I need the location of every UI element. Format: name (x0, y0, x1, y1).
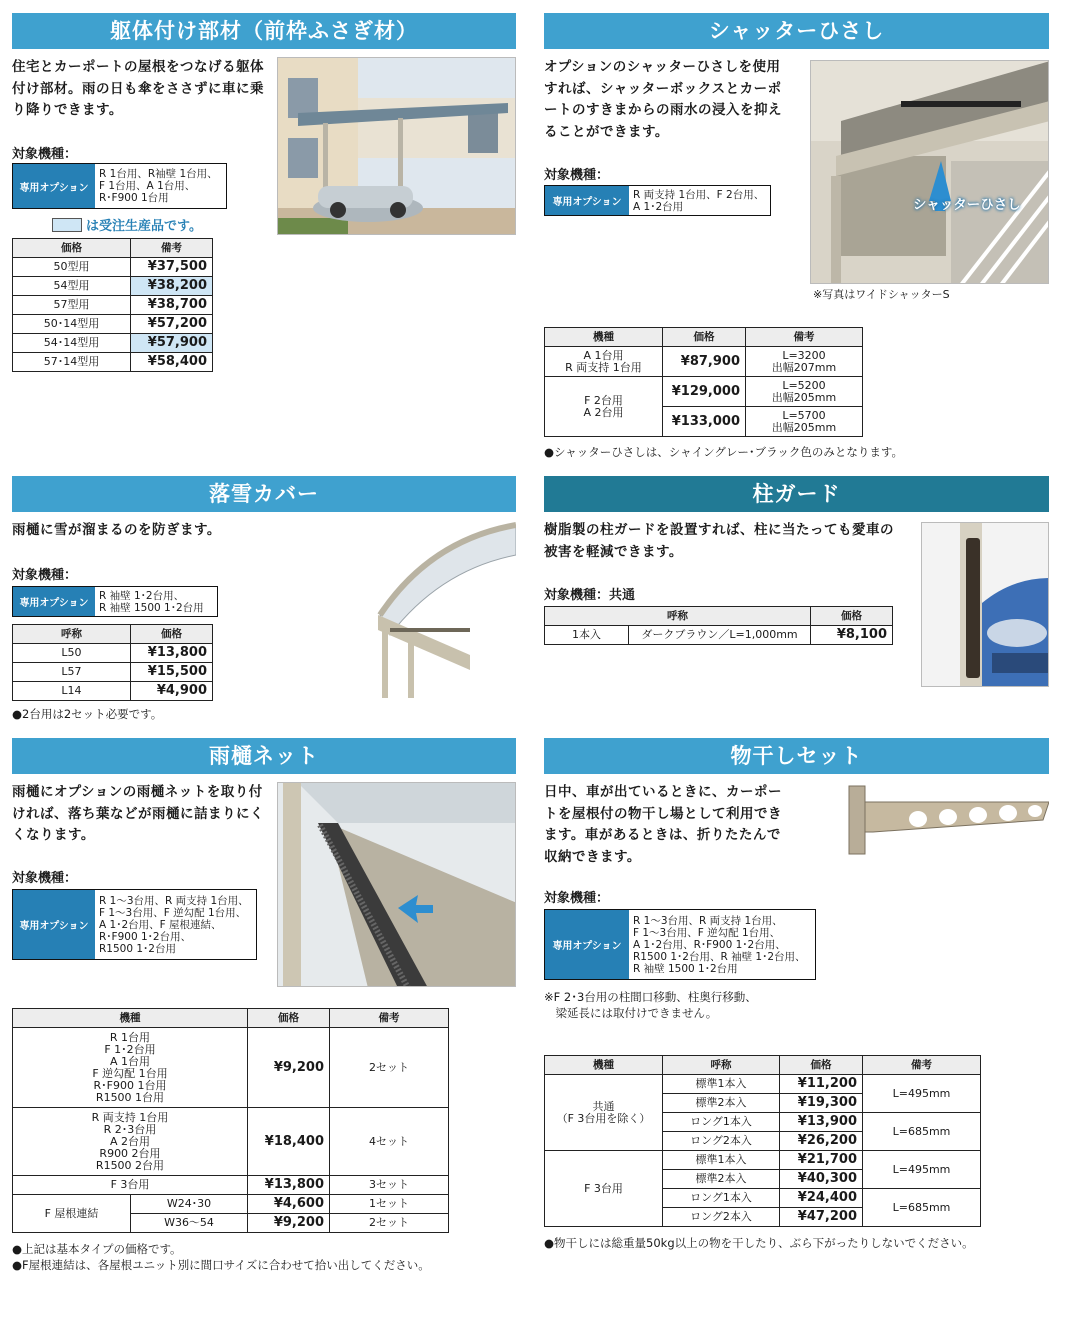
shutter-price-table (544, 327, 863, 437)
col-header: 呼称 (545, 607, 811, 626)
price-cell: ¥57,900 (131, 334, 213, 353)
col-header: 備考 (330, 1009, 449, 1028)
sub-cell: W36〜54 (131, 1214, 248, 1233)
price-cell: ¥133,000 (663, 407, 746, 437)
made-to-order-note (52, 215, 202, 234)
price-cell: ¥87,900 (663, 347, 746, 377)
gutter-net-models-label: 対象機種： (12, 871, 78, 886)
gutter-net-option-box (12, 889, 257, 960)
table-row (545, 377, 863, 407)
option-models: R 両支持 1台用、F 2台用、 A 1･2台用 (633, 188, 765, 213)
name-cell: ロング2本入 (663, 1132, 780, 1151)
price-cell: ¥13,900 (780, 1113, 863, 1132)
table-row (545, 347, 863, 377)
shutter-footnote: ●シャッターひさしは、シャイングレー･ブラック色のみとなります。 (544, 445, 903, 459)
clothes-drying-price-table (544, 1055, 981, 1227)
snow-cover-price-table (12, 624, 213, 701)
col-header: 価格 (131, 625, 213, 644)
clothes-drying-description: 日中、車が出ているときに、カーポートを屋根付の物干し場として利用できます。車があるときは、折りたたんで収納できます。 (544, 784, 782, 865)
option-models: R 1〜3台用、R 両支持 1台用、 F 1〜3台用、F 逆勾配 1台用、 A 1･2台用、F 屋根連結、 R･F900 1･2台用、 R1500 1･2台用 (99, 894, 249, 955)
section-title-pillar-guard: 柱ガード (544, 476, 1049, 512)
carport-photo (277, 57, 516, 235)
price-cell: ¥18,400 (248, 1108, 330, 1176)
model-cell: F 3台用 (545, 1151, 663, 1227)
col-header: 備考 (746, 328, 863, 347)
table-row (545, 1075, 981, 1094)
gutter-net-description: 雨樋にオプションの雨樋ネットを取り付ければ、落ち葉などが雨樋に詰まりにくくなります。 (12, 784, 264, 843)
note-cell: L=5700 出幅205mm (746, 407, 863, 437)
col-header: 価格 (663, 328, 746, 347)
option-tag: 専用オプション (13, 587, 95, 616)
snow-cover-footnote: ●2台用は2セット必要です。 (12, 707, 163, 721)
section-title-gutter-net: 雨樋ネット (12, 738, 516, 774)
price-cell: ¥38,200 (131, 277, 213, 296)
note-cell: L=495mm (863, 1075, 981, 1113)
name-cell: ロング1本入 (663, 1189, 780, 1208)
option-models: R 袖壁 1･2台用、 R 袖壁 1500 1･2台用 (99, 589, 204, 614)
price-cell: ¥58,400 (131, 353, 213, 372)
model-cell: R 1台用 F 1･2台用 A 1台用 F 逆勾配 1台用 R･F900 1台用 R1500 1台用 (13, 1028, 248, 1108)
gutter-net-footnote: ●上記は基本タイプの価格です。 ●F屋根連結は、各屋根ユニット別に間口サイズに合わせて拾い出してください。 (12, 1242, 430, 1272)
option-tag: 専用オプション (13, 890, 95, 959)
col-header: 機種 (545, 328, 663, 347)
table-row (13, 644, 213, 663)
price-cell: ¥9,200 (248, 1028, 330, 1108)
made-to-order-text: は受注生産品です。 (86, 219, 202, 234)
shutter-photo-caption: ※写真はワイドシャッターS (813, 288, 950, 301)
price-cell: ¥38,700 (131, 296, 213, 315)
note-cell: 1セット (330, 1195, 449, 1214)
price-cell: ¥8,100 (811, 626, 893, 645)
price-cell: ¥4,600 (248, 1195, 330, 1214)
kutai-price-table (12, 238, 213, 372)
type-cell: 54型用 (13, 277, 131, 296)
kutai-description: 住宅とカーポートの屋根をつなげる躯体付け部材。雨の日も傘をささずに車に乗り降りできます。 (12, 59, 264, 118)
clothes-drying-footnote: ●物干しには総重量50kg以上の物を干したり、ぶら下がったりしないでください。 (544, 1236, 974, 1250)
clothes-drying-option-box (544, 909, 816, 980)
shutter-photo-label: シャッターひさし (913, 197, 1021, 213)
name-cell: L57 (13, 663, 131, 682)
highlight-swatch (52, 218, 82, 232)
price-cell: ¥129,000 (663, 377, 746, 407)
table-row (545, 1151, 981, 1170)
option-tag: 専用オプション (545, 910, 629, 979)
col-header: 機種 (13, 1009, 248, 1028)
pillar-guard-models-label: 対象機種：共通 (544, 588, 636, 603)
table-row (13, 1195, 449, 1214)
table-row (13, 682, 213, 701)
qty-cell: 1本入 (545, 626, 629, 645)
table-row (13, 663, 213, 682)
snow-cover-option-box (12, 586, 218, 617)
shutter-photo (810, 60, 1049, 284)
option-models: R 1〜3台用、R 両支持 1台用、 F 1〜3台用、F 逆勾配 1台用、 A 1･2台用、R･F900 1･2台用、 R1500 1･2台用、R 袖壁 1･2台用、 R 袖壁 1500 1･2台用 (633, 914, 806, 975)
price-cell: ¥11,200 (780, 1075, 863, 1094)
pillar-guard-photo (921, 522, 1049, 687)
col-header: 備考 (131, 239, 213, 258)
col-header: 価格 (248, 1009, 330, 1028)
note-cell: 4セット (330, 1108, 449, 1176)
section-title-kutai: 躯体付け部材（前枠ふさぎ材） (12, 13, 516, 49)
option-tag: 専用オプション (545, 186, 629, 215)
shutter-option-box (544, 185, 771, 216)
name-cell: 標準2本入 (663, 1170, 780, 1189)
gutter-net-price-table (12, 1008, 449, 1233)
price-cell: ¥24,400 (780, 1189, 863, 1208)
model-cell: F 3台用 (13, 1176, 248, 1195)
table-row (13, 258, 213, 277)
col-header: 備考 (863, 1056, 981, 1075)
table-row (13, 353, 213, 372)
note-cell: 3セット (330, 1176, 449, 1195)
kutai-models-label: 対象機種： (12, 147, 78, 162)
sub-cell: W24･30 (131, 1195, 248, 1214)
price-cell: ¥57,200 (131, 315, 213, 334)
name-cell: 標準1本入 (663, 1075, 780, 1094)
type-cell: 57型用 (13, 296, 131, 315)
price-cell: ¥13,800 (131, 644, 213, 663)
price-cell: ¥47,200 (780, 1208, 863, 1227)
shutter-models-label: 対象機種： (544, 168, 610, 183)
table-row (545, 626, 893, 645)
note-cell: 2セット (330, 1028, 449, 1108)
table-row (13, 296, 213, 315)
col-header: 価格 (780, 1056, 863, 1075)
model-cell: F 2台用 A 2台用 (545, 377, 663, 437)
table-row (13, 277, 213, 296)
col-header: 価格 (13, 239, 131, 258)
table-row (13, 1176, 449, 1195)
note-cell: 2セット (330, 1214, 449, 1233)
name-cell: L14 (13, 682, 131, 701)
option-tag: 専用オプション (13, 164, 95, 208)
name-cell: 標準1本入 (663, 1151, 780, 1170)
col-header: 機種 (545, 1056, 663, 1075)
price-cell: ¥19,300 (780, 1094, 863, 1113)
section-title-snow-cover: 落雪カバー (12, 476, 516, 512)
pillar-guard-description: 樹脂製の柱ガードを設置すれば、柱に当たっても愛車の被害を軽減できます。 (544, 522, 894, 560)
name-cell: 標準2本入 (663, 1094, 780, 1113)
table-row (13, 334, 213, 353)
name-cell: ダークブラウン／L=1,000mm (629, 626, 811, 645)
col-header: 呼称 (13, 625, 131, 644)
table-row (13, 1028, 449, 1108)
section-title-clothes-drying: 物干しセット (544, 738, 1049, 774)
shutter-description: オプションのシャッターひさしを使用すれば、シャッターボックスとカーポートのすきまからの雨水の浸入を抑えることができます。 (544, 59, 782, 140)
kutai-option-box (12, 163, 227, 209)
note-cell: L=5200 出幅205mm (746, 377, 863, 407)
table-row (13, 315, 213, 334)
name-cell: ロング2本入 (663, 1208, 780, 1227)
price-cell: ¥15,500 (131, 663, 213, 682)
type-cell: 54･14型用 (13, 334, 131, 353)
type-cell: 50型用 (13, 258, 131, 277)
price-cell: ¥26,200 (780, 1132, 863, 1151)
snow-cover-photo (370, 520, 516, 698)
note-cell: L=685mm (863, 1113, 981, 1151)
pillar-guard-price-table (544, 606, 893, 645)
clothes-drying-note: ※F 2･3台用の柱間口移動、柱奥行移動、 梁延長には取付けできません。 (544, 990, 757, 1020)
model-cell: A 1台用 R 両支持 1台用 (545, 347, 663, 377)
price-cell: ¥21,700 (780, 1151, 863, 1170)
model-cell: F 屋根連結 (13, 1195, 131, 1233)
clothes-drying-models-label: 対象機種： (544, 891, 610, 906)
note-cell: L=3200 出幅207mm (746, 347, 863, 377)
model-cell: R 両支持 1台用 R 2･3台用 A 2台用 R900 2台用 R1500 2台用 (13, 1108, 248, 1176)
section-title-shutter: シャッターひさし (544, 13, 1049, 49)
option-models: R 1台用、R袖壁 1台用、 F 1台用、A 1台用、 R･F900 1台用 (99, 168, 218, 204)
note-cell: L=495mm (863, 1151, 981, 1189)
price-cell: ¥13,800 (248, 1176, 330, 1195)
snow-cover-description: 雨樋に雪が溜まるのを防ぎます。 (12, 522, 221, 538)
name-cell: L50 (13, 644, 131, 663)
note-cell: L=685mm (863, 1189, 981, 1227)
clothes-drying-photo (843, 782, 1049, 858)
type-cell: 50･14型用 (13, 315, 131, 334)
price-cell: ¥40,300 (780, 1170, 863, 1189)
model-cell: 共通 （F 3台用を除く） (545, 1075, 663, 1151)
price-cell: ¥4,900 (131, 682, 213, 701)
gutter-net-photo (277, 782, 516, 987)
col-header: 価格 (811, 607, 893, 626)
price-cell: ¥9,200 (248, 1214, 330, 1233)
name-cell: ロング1本入 (663, 1113, 780, 1132)
snow-cover-models-label: 対象機種： (12, 568, 78, 583)
price-cell: ¥37,500 (131, 258, 213, 277)
table-row (13, 1108, 449, 1176)
type-cell: 57･14型用 (13, 353, 131, 372)
col-header: 呼称 (663, 1056, 780, 1075)
